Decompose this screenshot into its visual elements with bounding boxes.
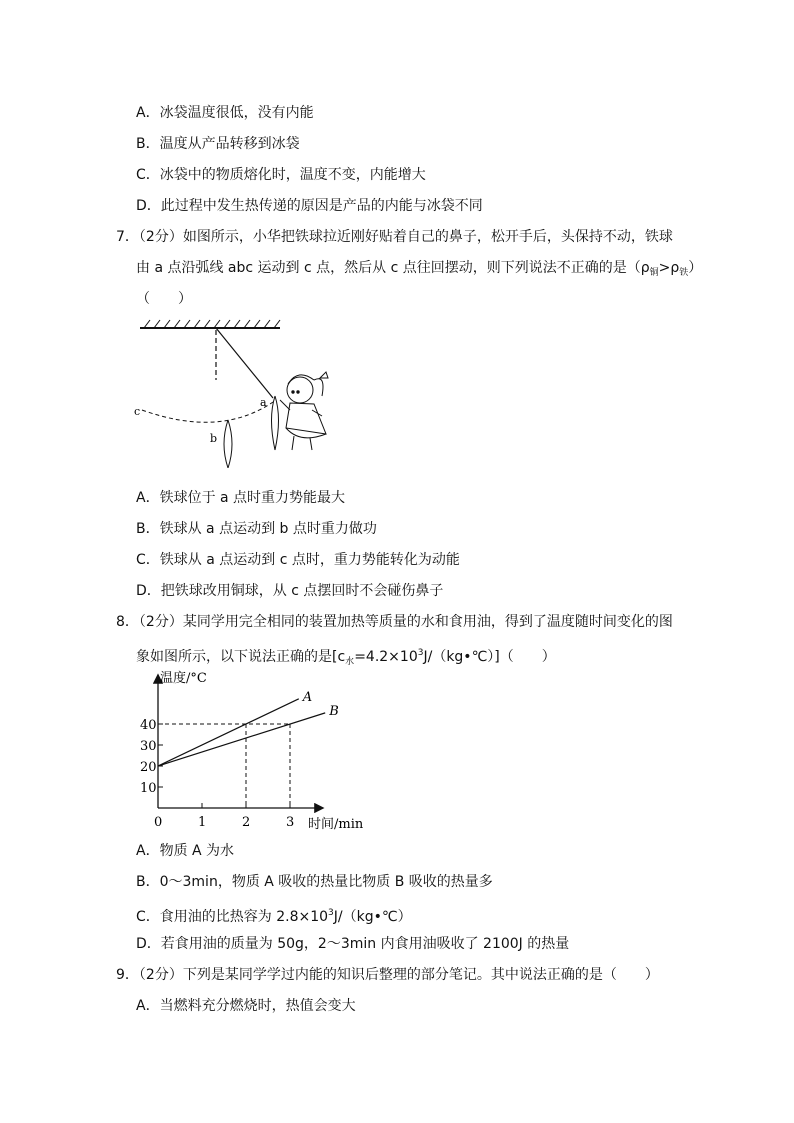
series-label-b: B — [329, 703, 339, 719]
q7-option-b: B．铁球从 a 点运动到 b 点时重力做功 — [136, 521, 377, 537]
q8-stem-line2: 象如图所示，以下说法正确的是$[c_水=4.2\times 10^3J/(kg•℃)]$（ ） — [136, 648, 556, 667]
series-line-b — [158, 713, 325, 766]
label-b: b — [210, 432, 218, 445]
q6-option-a: A．冰袋温度很低，没有内能 — [136, 105, 314, 121]
q8-option-c: C．食用油的比热容为 $2.8\times 10^3J/(kg•℃)$ — [136, 908, 412, 925]
x-tick-label: 2 — [242, 815, 251, 830]
swing-arc — [142, 402, 273, 422]
q7-stem-line2: 由 a 点沿弧线 abc 运动到 c 点，然后从 c 点往回摆动，则下列说法不正确的是$(\rho_铜>\rho_铁)$ — [136, 260, 703, 278]
q6-option-b: B．温度从产品转移到冰袋 — [136, 136, 300, 152]
y-axis-label: 温度/°C — [160, 671, 207, 686]
blur-mark-left — [228, 420, 232, 468]
q9-option-a: A．当燃料充分燃烧时，热值会变大 — [136, 998, 356, 1014]
q7-option-d: D．把铁球改用铜球，从 c 点摆回时不会碰伤鼻子 — [136, 583, 444, 599]
chart-ticks — [140, 718, 294, 830]
x-tick-label: 0 — [154, 815, 163, 830]
q7-answer-blank: （ ） — [136, 291, 192, 307]
q7-option-a: A．铁球位于 a 点时重力势能最大 — [136, 490, 346, 506]
q8-stem-line1: 8．（2分）某同学用完全相同的装置加热等质量的水和食用油，得到了温度随时间变化的图 — [116, 614, 673, 630]
q6-option-c: C．冰袋中的物质熔化时，温度不变，内能增大 — [136, 167, 426, 183]
girl-figure — [280, 372, 328, 450]
pendulum-figure — [130, 318, 350, 468]
y-tick-label: 30 — [140, 739, 157, 754]
series-label-a: A — [302, 689, 313, 705]
y-tick-label: 40 — [140, 718, 157, 733]
temperature-time-chart — [130, 668, 390, 838]
q7-option-c: C．铁球从 a 点运动到 c 点时，重力势能转化为动能 — [136, 552, 460, 568]
ceiling-hatching — [144, 320, 280, 328]
q8-option-a: A．物质 A 为水 — [136, 843, 235, 859]
x-tick-label: 1 — [198, 815, 207, 830]
label-a: a — [260, 396, 267, 409]
q8-option-b: B．0～3min，物质 A 吸收的热量比物质 B 吸收的热量多 — [136, 874, 493, 890]
blur-mark-right — [275, 396, 279, 450]
series-line-a — [158, 699, 299, 766]
chart-series — [158, 690, 339, 766]
chart-axes — [158, 676, 322, 808]
q7-stem-line1: 7．（2分）如图所示，小华把铁球拉近刚好贴着自己的鼻子，松开手后，头保持不动，铁球 — [116, 229, 673, 245]
chart-guides — [158, 724, 290, 808]
y-tick-label: 10 — [140, 781, 157, 796]
y-tick-label: 20 — [140, 760, 157, 775]
q9-stem-line1: 9．（2分）下列是某同学学过内能的知识后整理的部分笔记。其中说法正确的是（ ） — [116, 967, 659, 983]
q8-option-d: D．若食用油的质量为 50g，2～3min 内食用油吸收了 2100J 的热量 — [136, 936, 570, 952]
x-tick-label: 3 — [286, 815, 295, 830]
label-c: c — [134, 405, 141, 418]
x-axis-label: 时间/min — [308, 817, 364, 832]
q6-option-d: D．此过程中发生热传递的原因是产品的内能与冰袋不同 — [136, 198, 483, 214]
pendulum-string — [216, 328, 273, 398]
